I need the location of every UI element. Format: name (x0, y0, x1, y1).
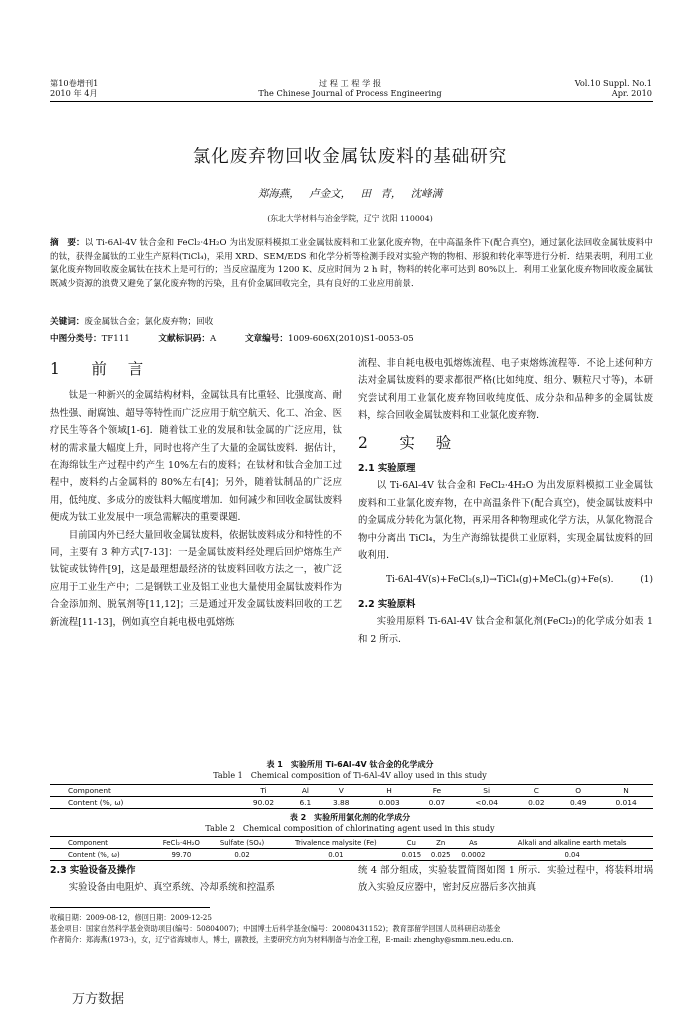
footnotes (50, 912, 660, 945)
equation-number: (1) (640, 575, 653, 586)
section2-para2: 实验用原料 Ti-6Al-4V 钛合金和氯化剂(FeCl₂)的化学成分如表 1 和 2 所示． (358, 616, 653, 645)
section2-para4: 统 4 部分组成，实验装置简图如图 1 所示．实验过程中，将装料坩埚放入实验反应器中，密封反应器后多次抽真 (358, 865, 653, 894)
table1-caption (0, 759, 700, 781)
paper-title: 氯化废弃物回收金属钛废料的基础研究 (192, 147, 508, 167)
equation-1 (358, 572, 653, 589)
table2-cell: 0.0002 (455, 849, 491, 861)
table1-cell: 0.49 (557, 797, 599, 809)
table2-cell: 99.70 (154, 849, 209, 861)
table1-data-row (50, 797, 653, 809)
volume-en: Vol.10 Suppl. No.1 (574, 78, 652, 88)
section1-para3: 流程、非自耗电极电弧熔炼流程、电子束熔炼流程等．不论上述何种方法对金属钛废料的要求都很严格(比如纯度、组分、颗粒尺寸等)，本研究尝试利用工业氯化废弃物回收纯度低、成分杂和品种多的金属钛废料，综合回收金属钛废料和工业氯化废弃物． (358, 358, 653, 422)
article-no-value: 1009-606X(2010)S1-0053-05 (287, 334, 414, 344)
table1-header-cell: H (362, 785, 416, 797)
table2-caption (0, 812, 700, 834)
section2-heading: 2 实 验 (358, 433, 460, 452)
table1-cell: <0.04 (458, 797, 516, 809)
abstract (50, 237, 653, 291)
footnote-rule (50, 907, 210, 908)
keywords-label: 关键词： (50, 317, 85, 327)
section1-para1: 钛是一种新兴的金属结构材料，金属钛具有比重轻、比强度高、耐热性强、耐腐蚀、超导等特性而广泛应用于航空航天、化工、冶金、医疗民生等各个领域[1-6]．随着钛工业的发展和钛金属的广泛应用，钛材的需求量大幅度上升，同时也将产生了大量的金属钛废料．据估计，在海绵钛生产过程中约产生 10%左右的废料；在钛材和钛合金加工过程中，废料约占金属料的 80%左右[4]；另外，随着钛制品的广泛应用，低纯度、多成分的废钛料大幅度增加．如何减少和回收金属钛废料便成为钛工业发展中一项急需解决的重要课题． (50, 390, 342, 524)
right-column (358, 355, 653, 648)
author-list: 郑海燕， 卢金文， 田 青， 沈峰满 (257, 188, 443, 200)
abstract-text: 以 Ti-6Al-4V 钛合金和 FeCl₂·4H₂O 为出发原料模拟工业金属钛废料和工业氯化废弃物，在中高温条件下(配合真空)，通过氯化法回收金属钛废料中的钛，获得金属钛的工业生产原料(TiCl₄)，采用 XRD、SEM/EDS 和化学分析等检测手段对实验产物的物相、形貌和转化率等进行分析．结果表明，利用工业氯化废弃物回收废金属钛在技术上是可行的；当反应温度为 1200 K、反应时间为 2 h 时，物料的转化率可达到 80%以上．利用工业氯化废弃物回收废金属钛既减少资源的浪费又避免了氯化废弃物的污染，且有价金属回收完全，具有良好的工业应用前景． (50, 238, 653, 289)
table2-cell: 0.015 (397, 849, 426, 861)
abstract-label: 摘 要： (50, 238, 85, 248)
keywords-text: 废金属钛合金；氯化废弃物；回收 (84, 317, 214, 327)
table1-header-cell: Component (50, 785, 237, 797)
table1-header-cell: V (320, 785, 362, 797)
classification-line (50, 332, 653, 344)
section2-para3: 实验设备由电阻炉、真空系统、冷却系统和控温系 (68, 882, 276, 894)
table2-cell: 0.025 (426, 849, 455, 861)
table1-caption-cn: 表 1 实验所用 Ti-6Al-4V 钛合金的化学成分 (266, 760, 434, 769)
watermark: 万方数据 (72, 992, 125, 1007)
table1-cell: 6.1 (290, 797, 320, 809)
section1-para2: 目前国内外已经大量回收金属钛废料，依据钛废料成分和特性的不同，主要有 3 种方式[7-13]：一是金属钛废料经处理后回炉熔炼生产钛锭或钛铸件[9]，这是最理想最经济的钛废料回收方法之一，被广泛应用于工业生产中；二是钢铁工业及铝工业也大量使用金属钛废料作为合金添加剂、脱氧剂等[11,12]；三是通过开发金属钛废料回收的工艺新流程[11-13]，例如真空自耗电极电弧熔炼 (50, 529, 342, 628)
keywords (50, 316, 653, 330)
section1-heading: 1 前 言 (50, 360, 152, 378)
table2-cell: Content (%, ω) (50, 849, 154, 861)
footnote-funding: 基金项目：国家自然科学基金资助项目(编号：50804007)；中国博士后科学基金(编号：20080431152)；教育部留学回国人员科研启动基金 (50, 924, 501, 933)
table1-cell: 3.88 (320, 797, 362, 809)
table1-cell: 0.02 (515, 797, 557, 809)
journal-name-cn: 过 程 工 程 学 报 (318, 78, 382, 88)
date-en: Apr. 2010 (611, 88, 652, 98)
table2-caption-cn: 表 2 实验所用氯化剂的化学成分 (289, 813, 411, 822)
table1-header-row (50, 785, 653, 797)
table2-data-row (50, 849, 653, 861)
table2 (50, 836, 653, 861)
table2-header-cell: FeCl₂·4H₂O (154, 837, 209, 849)
header-right (575, 78, 652, 98)
table1-header-cell: Fe (416, 785, 458, 797)
table1-caption-en: Table 1 Chemical composition of Ti-6Al-4V alloy used in this study (213, 771, 487, 780)
table1-cell: 0.014 (599, 797, 653, 809)
table2-header-cell: Zn (426, 837, 455, 849)
table2-header-row (50, 837, 653, 849)
table2-caption-en: Table 2 Chemical composition of chlorinating agent used in this study (205, 824, 495, 833)
table1-header-cell: Ti (237, 785, 291, 797)
table2-cell: 0.04 (491, 849, 653, 861)
table2-cell: 0.02 (209, 849, 275, 861)
section2-para1: 以 Ti-6Al-4V 钛合金和 FeCl₂·4H₂O 为出发原料模拟工业金属钛废料和工业氯化废弃物，在中高温条件下(配合真空)，使金属钛废料中的金属成分转化为氯化物，再采用各种物理或化学方法，从氯化物混合物中分离出 TiCl₄，为生产海绵钛提供工业原料，实现金属钛废料的回收利用． (358, 480, 653, 562)
affiliation: (东北大学材料与冶金学院，辽宁 沈阳 110004) (267, 214, 433, 223)
doc-code-label: 文献标识码： (158, 334, 210, 344)
left-column (50, 361, 342, 631)
date-label: 2010 年 4月 (50, 88, 98, 98)
doc-code-value: A (210, 334, 217, 344)
header-rule (50, 101, 653, 102)
volume-label: 第10卷增刊1 (50, 78, 99, 88)
journal-name-en: The Chinese Journal of Process Engineering (258, 88, 442, 98)
clc-value: TF111 (101, 334, 130, 344)
footnote-received: 收稿日期：2009-08-12，修回日期：2009-12-25 (50, 913, 212, 922)
table1-header-cell: C (515, 785, 557, 797)
article-no-label: 文章编号： (244, 334, 288, 344)
table2-header-cell: Alkali and alkaline earth metals (491, 837, 653, 849)
table2-header-cell: Cu (397, 837, 426, 849)
subsection-2-3: 2.3 实验设备及操作 (50, 865, 136, 876)
table1-header-cell: Si (458, 785, 516, 797)
table1 (50, 784, 653, 809)
left-column-bottom (50, 862, 342, 897)
table2-header-cell: As (455, 837, 491, 849)
table2-cell: 0.01 (275, 849, 397, 861)
table2-header-cell: Trivalence malysite (Fe) (275, 837, 397, 849)
table2-header-cell: Sulfate (SO₄) (209, 837, 275, 849)
clc-label: 中图分类号： (50, 334, 102, 344)
table1-cell: 0.07 (416, 797, 458, 809)
table1-header-cell: Al (290, 785, 320, 797)
table2-header-cell: Component (50, 837, 154, 849)
right-column-bottom (358, 862, 653, 897)
subsection-2-1: 2.1 实验原理 (358, 463, 416, 475)
table1-header-cell: O (557, 785, 599, 797)
table1-header-cell: N (599, 785, 653, 797)
table1-cell: 0.003 (362, 797, 416, 809)
table1-cell: 90.02 (237, 797, 291, 809)
table1-cell: Content (%, ω) (50, 797, 237, 809)
equation-text: Ti-6Al-4V(s)+FeCl₂(s,l)→TiCl₄(g)+MeClₓ(g)+Fe(s). (386, 575, 614, 586)
subsection-2-2: 2.2 实验原料 (358, 598, 416, 610)
footnote-author: 作者简介：郑海燕(1973-)，女，辽宁省海城市人，博士，副教授，主要研究方向为材料制备与冶金工程，E-mail: zhenghy@smm.neu.edu.cn. (50, 935, 514, 944)
